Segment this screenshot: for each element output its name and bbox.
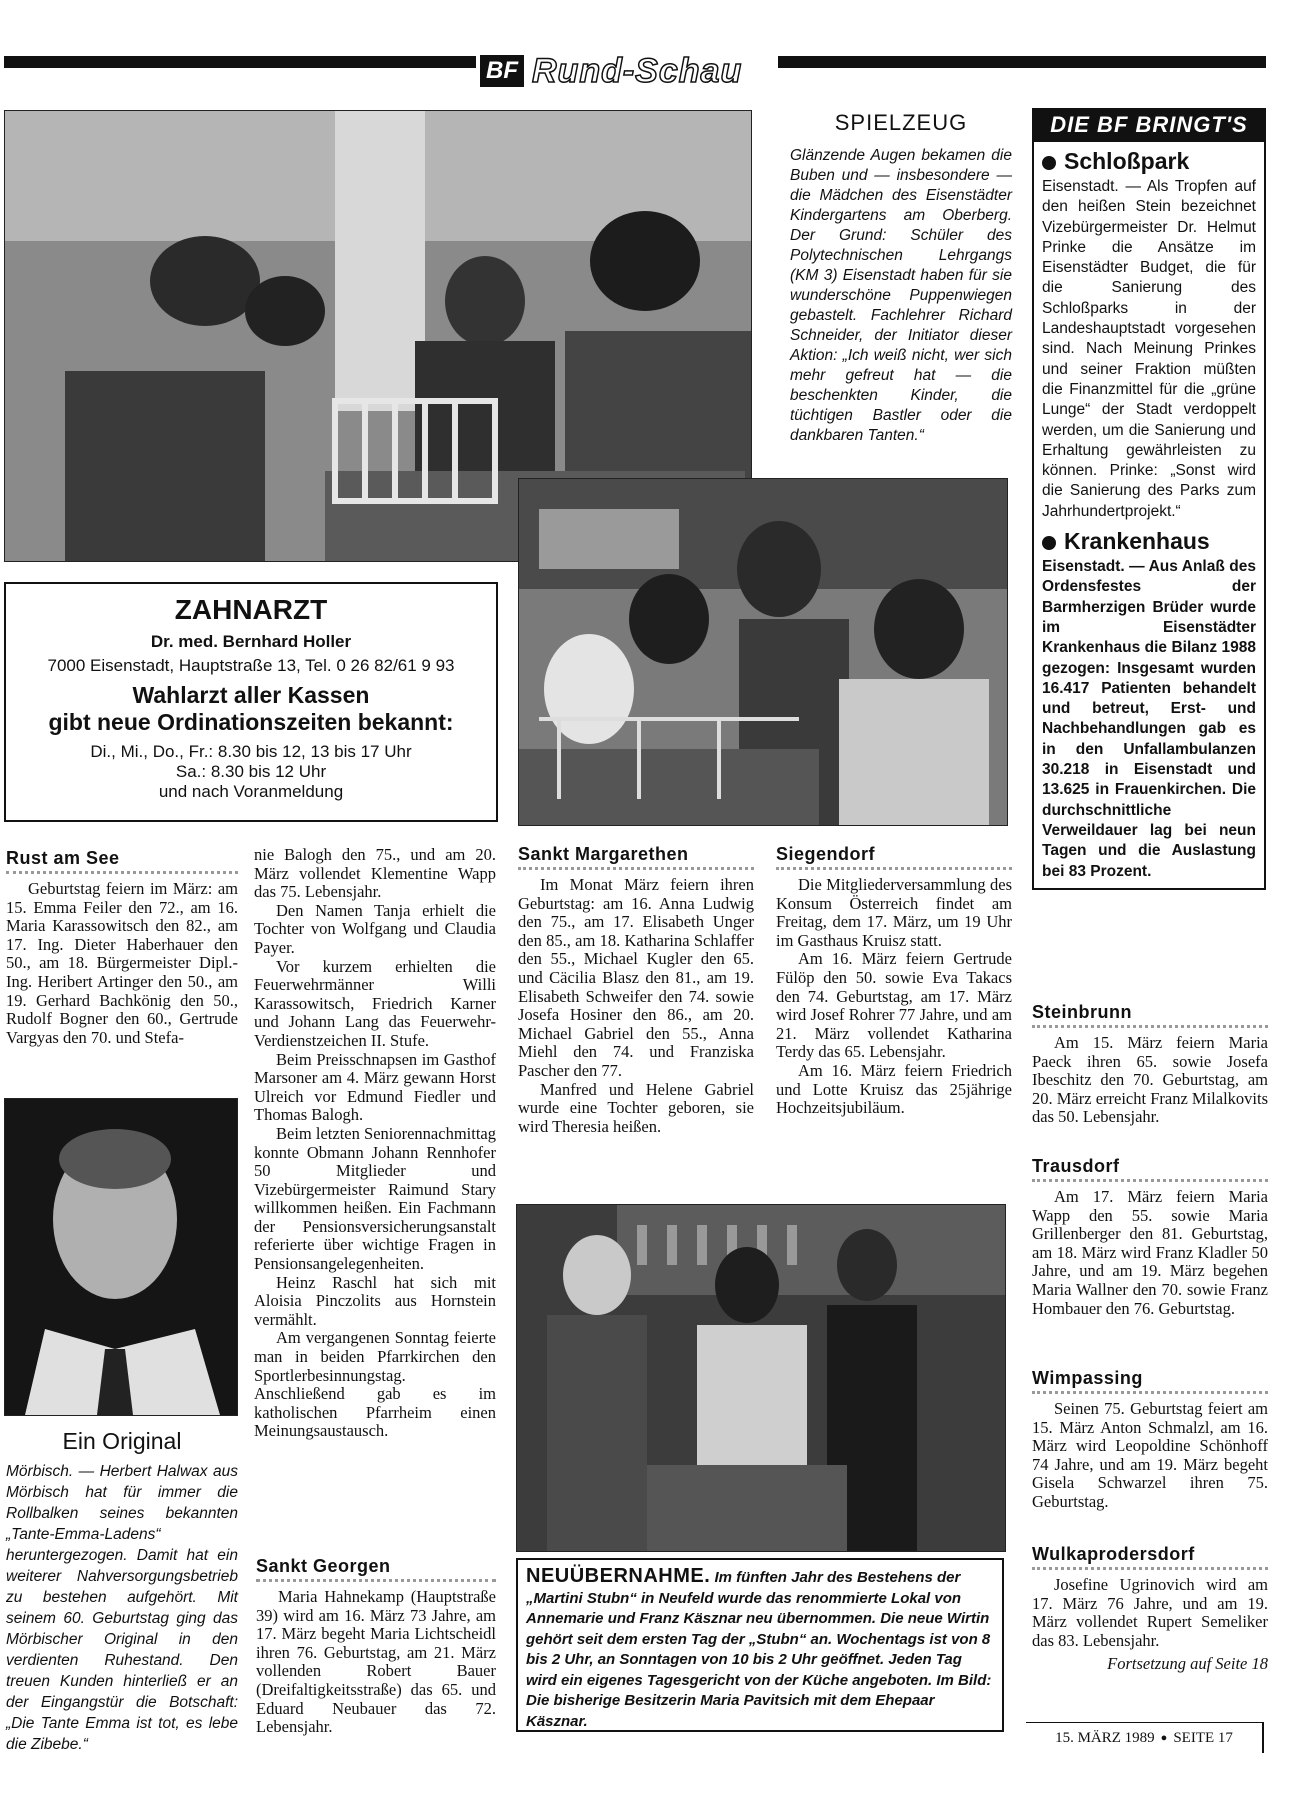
zahnarzt-ad bbox=[4, 582, 498, 822]
siegendorf-heading: Siegendorf bbox=[776, 844, 1012, 870]
ad-headline-1: Wahlarzt aller Kassen bbox=[132, 682, 370, 708]
sankt-margarethen-heading: Sankt Margarethen bbox=[518, 844, 754, 870]
sankt-georgen-body: Maria Hahnekamp (Hauptstraße 39) wird am 16. März 73 Jahre, am 17. März begeht Maria Lichtscheidl ihren 76. Geburtstag, am 21. März vollenden Robert Bauer (Dreifaltigkeitsstraße) das 65. und Eduard Neubauer das 72. Lebensjahr. bbox=[256, 1587, 496, 1737]
rust-continued bbox=[254, 846, 496, 1441]
rust-article bbox=[6, 848, 238, 1047]
neuubernahme-text bbox=[526, 1566, 994, 1732]
sankt-georgen-article bbox=[256, 1556, 496, 1737]
ad-doctor-name: Dr. med. Bernhard Holler bbox=[150, 632, 352, 651]
siegendorf-article bbox=[776, 844, 1012, 1118]
photo-bar bbox=[516, 1204, 1006, 1552]
wulkaprodersdorf-article bbox=[1032, 1544, 1268, 1674]
ad-hours-3: und nach Voranmeldung bbox=[158, 782, 344, 801]
sidebar-title: DIE BF BRINGT'S bbox=[1032, 108, 1266, 142]
ad-title: ZAHNARZT bbox=[174, 594, 328, 625]
sidebar-item-body: Eisenstadt. — Als Tropfen auf den heißen Stein bezeichnet Vizebürgermeister Dr. Helmut Prinke die Ansätze im Eisenstädter Budget, die für die Sanierung des Schloßparks in der Landeshauptstadt vorgesehen sind. Nach Meinung Prinkes und seiner Fraktion müßten die Finanzmittel für die „grüne Lunge“ der Stadt verdoppelt werden, um die Sanierung und Erhaltung gewährleisten zu können. Prinke: „Sonst wird die Sanierung des Parks zum Jahrhundertprojekt.“ bbox=[1042, 178, 1256, 520]
rust-paragraph: Den Namen Tanja erhielt die Tochter von Wolfgang und Claudia Payer. bbox=[254, 900, 496, 957]
rust-heading: Rust am See bbox=[6, 848, 238, 874]
rust-paragraph: Am vergangenen Sonntag feierte man in beiden Pfarrkirchen den Sportlerbesinnungstag. Anschließend gab es im katholischen Pfarrheim einen Meinungsaustausch. bbox=[254, 1328, 496, 1441]
sidebar-item-body: Eisenstadt. — Aus Anlaß des Ordensfestes der Barmherzigen Brüder wurde im Eisenstädter Krankenhaus die Bilanz 1988 gezogen: Insgesamt wurden 16.417 Patienten behandelt und betreut, Erst- und Nachbehandlungen gab es in den Unfallambulanzen 30.218 in Eisenstadt und 13.625 in Frauenkirchen. Die durchschnittliche Verweildauer lag bei neun Tagen und die Auslastung bei 83 Prozent. bbox=[1042, 558, 1256, 880]
sankt-margarethen-paragraph: Manfred und Helene Gabriel wurde eine Tochter geboren, sie wird Theresia heißen. bbox=[518, 1079, 754, 1136]
wimpassing-article bbox=[1032, 1368, 1268, 1512]
masthead-rule-right bbox=[778, 56, 1266, 68]
wimpassing-body: Seinen 75. Geburtstag feiert am 15. März Anton Schmalzl, am 16. März wird Leopoldine Schönhoff 74 Jahre, und am 19. März begeht Gisela Schwarzel ihren 75. Geburtstag. bbox=[1032, 1399, 1268, 1511]
siegendorf-paragraph: Am 16. März feiern Friedrich und Lotte Kruisz das 25jährige Hochzeitsjubiläum. bbox=[776, 1060, 1012, 1118]
steinbrunn-heading: Steinbrunn bbox=[1032, 1002, 1268, 1028]
siegendorf-paragraph: Am 16. März feiern Gertrude Fülöp den 50. sowie Eva Takacs den 74. Geburtstag, am 17. März wird Josef Rohrer 77 Jahre, und am 21. März vollendet Katharina Terdy das 65. Lebensjahr. bbox=[776, 949, 1012, 1062]
spielzeug-heading: SPIELZEUG bbox=[834, 110, 968, 135]
trausdorf-heading: Trausdorf bbox=[1032, 1156, 1268, 1182]
original-article bbox=[6, 1428, 238, 1755]
sidebar-item-heading: Krankenhaus bbox=[1042, 528, 1256, 555]
ad-address: 7000 Eisenstadt, Hauptstraße 13, Tel. 0 26 82/61 9 93 bbox=[47, 656, 455, 675]
rust-paragraph: nie Balogh den 75., und am 20. März vollendet Klementine Wapp das 75. Lebensjahr. bbox=[254, 845, 496, 902]
trausdorf-article bbox=[1032, 1156, 1268, 1318]
masthead-badge: BF bbox=[480, 55, 524, 87]
rust-paragraph: Heinz Raschl hat sich mit Aloisia Pinczolits aus Hornstein vermählt. bbox=[254, 1272, 496, 1329]
spielzeug-body: Glänzende Augen bekamen die Buben und — insbesondere — die Mädchen des Eisenstädter Kindergartens am Oberberg. Der Grund: Schüler des Polytechnischen Lehrgangs (KM 3) Eisenstadt haben für sie wunderschöne Puppenwiegen gebastelt. Fachlehrer Richard Schneider, der Initiator dieser Aktion: „Ich weiß nicht, wer sich mehr gefreut hat — die beschenkten Kinder, die tüchtigen Bastler oder die dankbaren Tanten.“ bbox=[790, 147, 1012, 444]
bullet-icon bbox=[1042, 536, 1056, 550]
continued-note: Fortsetzung auf Seite 18 bbox=[1107, 1654, 1268, 1674]
steinbrunn-body: Am 15. März feiern Maria Paeck ihren 65. sowie Josefa Ibeschitz den 70. Geburtstag, am 20. März erreicht Franz Milalkovits das 50. Lebensjahr. bbox=[1032, 1033, 1268, 1127]
ad-hours-2: Sa.: 8.30 bis 12 Uhr bbox=[175, 762, 327, 781]
photo-portrait bbox=[4, 1098, 238, 1416]
ad-headline-2: gibt neue Ordinationszeiten bekannt: bbox=[48, 709, 454, 735]
rust-paragraph: Vor kurzem erhielten die Feuerwehrmänner Willi Karassowitsch, Friedrich Karner und Johann Lang das Feuerwehr-Verdienstzeichen II. Stufe. bbox=[254, 956, 496, 1050]
siegendorf-paragraph: Die Mitgliederversammlung des Konsum Österreich findet am Freitag, dem 17. März, um 19 Uhr im Gasthaus Kruisz statt. bbox=[776, 875, 1012, 950]
neuubernahme-box bbox=[516, 1558, 1004, 1732]
wulkaprodersdorf-heading: Wulkaprodersdorf bbox=[1032, 1544, 1268, 1570]
sankt-margarethen-article bbox=[518, 844, 754, 1136]
sankt-georgen-heading: Sankt Georgen bbox=[256, 1556, 496, 1582]
sidebar-item-heading: Schloßpark bbox=[1042, 148, 1256, 175]
original-heading: Ein Original bbox=[62, 1428, 182, 1454]
spielzeug-article bbox=[790, 110, 1012, 446]
page-footer bbox=[1026, 1722, 1264, 1753]
wimpassing-heading: Wimpassing bbox=[1032, 1368, 1268, 1394]
bullet-icon bbox=[1042, 156, 1056, 170]
footer-page: SEITE 17 bbox=[1173, 1729, 1233, 1746]
ad-hours-1: Di., Mi., Do., Fr.: 8.30 bis 12, 13 bis 17 Uhr bbox=[90, 742, 412, 761]
original-body: Mörbisch. — Herbert Halwax aus Mörbisch hat für immer die Rollbalken seines bekannten „Tante-Emma-Ladens“ heruntergezogen. Damit hat ein weiterer Nahversorgungsbetrieb zu bestehen aufgehört. Mit seinem 60. Geburtstag ging das Mörbischer Original in den verdienten Ruhestand. Den treuen Kunden hinterließ er an der Eingangstür die Botschaft: „Die Tante Emma ist tot, es lebe die Zibebe.“ bbox=[6, 1463, 238, 1753]
footer-separator: ● bbox=[1160, 1732, 1168, 1744]
trausdorf-body: Am 17. März feiern Maria Wapp den 55. sowie Maria Grillenberger den 81. Geburtstag, am 18. März wird Franz Kladler 50 Jahre, und am 19. März begehen Maria Wallner den 70. sowie Franz Hombauer den 76. Geburtstag. bbox=[1032, 1187, 1268, 1318]
wulkaprodersdorf-body: Josefine Ugrinovich wird am 17. März 76 Jahre, und am 19. März vollendet Rupert Semeliker das 83. Lebensjahr. bbox=[1032, 1575, 1268, 1650]
masthead-rule-left bbox=[4, 56, 476, 68]
photo-children bbox=[518, 478, 1008, 826]
masthead bbox=[480, 48, 770, 94]
footer-date: 15. MÄRZ 1989 bbox=[1055, 1729, 1155, 1746]
neuubernahme-lead: NEUÜBERNAHME. bbox=[526, 1565, 711, 1587]
neuubernahme-body: Im fünften Jahr des Bestehens der „Martini Stubn“ in Neufeld wurde das renommierte Lokal von Annemarie und Franz Käsznar neu übernommen. Die neue Wirtin gehört seit dem ersten Tag der „Stubn“ an. Wochentags ist von 8 bis 2 Uhr, an Sonntagen von 10 bis 2 Uhr geöffnet. Jeden Tag wird ein eigenes Tagesgericht von der Küche angeboten. Im Bild: Die bisherige Besitzerin Maria Pavitsich mit dem Ehepaar Käsznar. bbox=[526, 1569, 992, 1730]
sidebar-bf-bringts bbox=[1032, 108, 1266, 890]
rust-paragraph: Beim Preisschnapsen im Gasthof Marsoner am 4. März gewann Horst Ulreich vor Edmund Fiedler und Thomas Balogh. bbox=[254, 1049, 496, 1125]
masthead-title: Rund-Schau bbox=[532, 51, 743, 90]
rust-paragraph: Beim letzten Seniorennachmittag konnte Obmann Johann Rennhofer 50 Mitglieder und Vizebürgermeister Raimund Stary willkommen heißen. Ein Fachmann der Pensionsversicherungsanstalt referierte über wichtige Fragen in Pensionsangelegenheiten. bbox=[254, 1123, 496, 1274]
rust-paragraph: Geburtstag feiern im März: am 15. Emma Feiler den 72., am 16. Maria Karassowitsch den 82., am 17. Ing. Dieter Haberhauer den 50., am 18. Bürgermeister Dipl.-Ing. Heribert Artinger den 50., am 19. Gerhard Bachkönig den 50., Rudolf Bogner den 60., Gertrude Vargyas den 70. und Stefa- bbox=[6, 879, 238, 1047]
steinbrunn-article bbox=[1032, 1002, 1268, 1127]
sankt-margarethen-paragraph: Im Monat März feiern ihren Geburtstag: am 16. Anna Ludwig den 75., am 17. Elisabeth Unger den 85., am 18. Katharina Schlaffer den 55., Michael Kugler den 65. und Cäcilia Blasz den 81., am 19. Elisabeth Schweifer den 74. sowie Josefa Hosiner den 86., am 20. Michael Gabriel den 55., Anna Miehl den 74. und Franziska Pascher den 77. bbox=[518, 875, 754, 1080]
